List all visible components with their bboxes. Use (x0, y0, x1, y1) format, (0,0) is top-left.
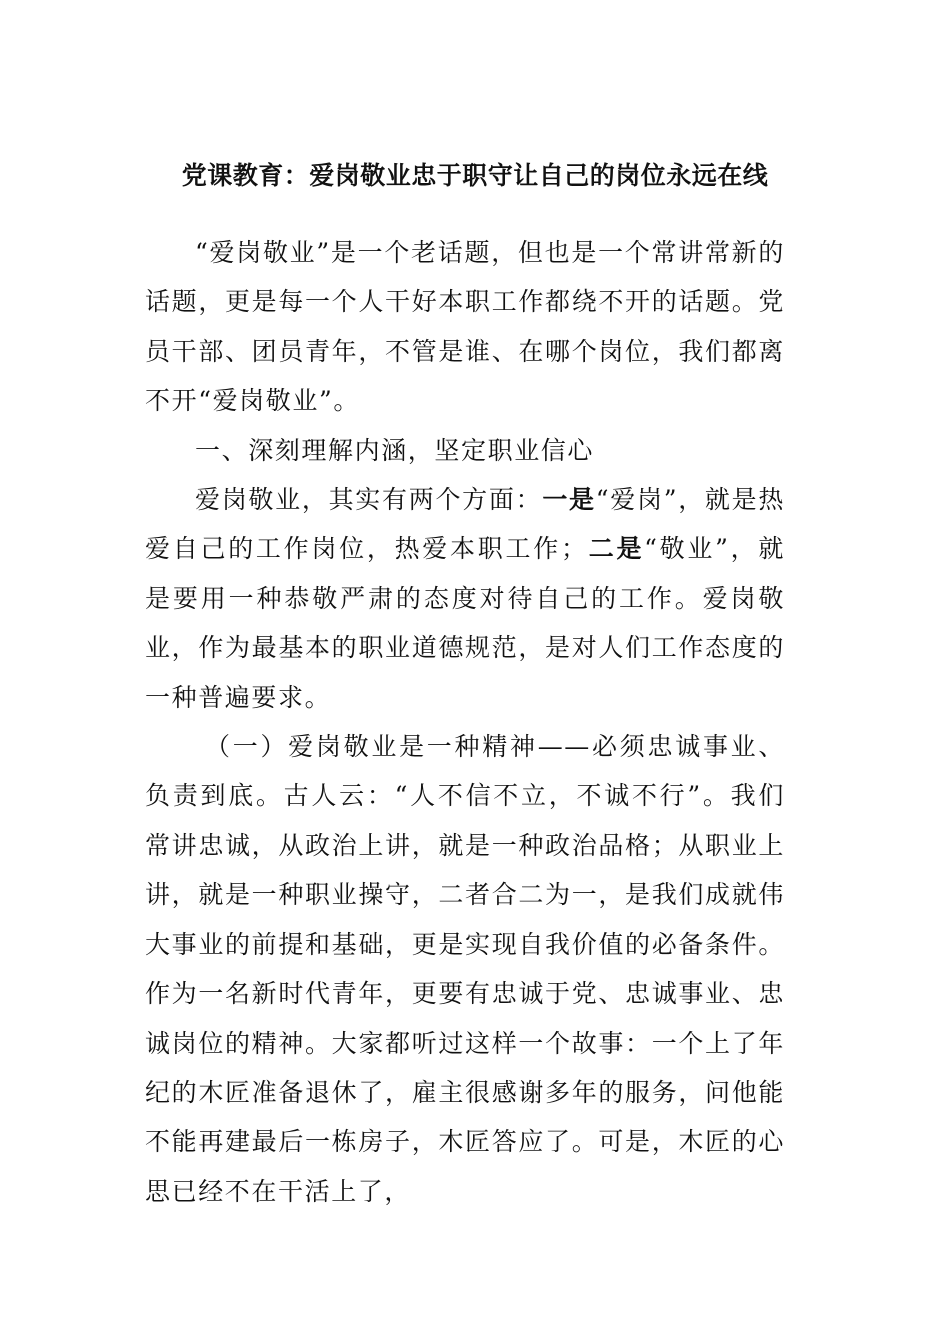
definition-paragraph (145, 475, 785, 722)
definition-text-2: “爱岗”，就是热爱自己的工作岗位，热爱本职工作； (145, 485, 785, 564)
section-heading: 一、深刻理解内涵，坚定职业信心 (195, 435, 595, 465)
document-title: 党课教育：爱岗敬业忠于职守让自己的岗位永远在线 (181, 161, 769, 190)
emphasis-first: 一是 (542, 485, 596, 515)
definition-text-3: “敬业”，就是要用一种恭敬严肃的态度对待自己的工作。爱岗敬业，作为最基本的职业道德规范，是对人们工作态度的一种普遍要求。 (145, 534, 785, 712)
definition-text-1: 爱岗敬业，其实有两个方面： (195, 485, 543, 515)
subsection-paragraph: （一）爱岗敬业是一种精神——必须忠诚事业、负责到底。古人云：“人不信不立，不诚不行”。我们常讲忠诚，从政治上讲，就是一种政治品格；从职业上讲，就是一种职业操守，二者合二为一，是我们成就伟大事业的前提和基础，更是实现自我价值的必备条件。作为一名新时代青年，更要有忠诚于党、忠诚事业、忠诚岗位的精神。大家都听过这样一个故事：一个上了年纪的木匠准备退休了，雇主很感谢多年的服务，问他能不能再建最后一栋房子，木匠答应了。可是，木匠的心思已经不在干活上了， (145, 732, 785, 1206)
emphasis-second: 二是 (587, 534, 645, 564)
intro-paragraph: “爱岗敬业”是一个老话题，但也是一个常讲常新的话题，更是每一个人干好本职工作都绕不开的话题。党员干部、团员青年，不管是谁、在哪个岗位，我们都离不开“爱岗敬业”。 (145, 238, 785, 416)
document-body (145, 228, 785, 1216)
